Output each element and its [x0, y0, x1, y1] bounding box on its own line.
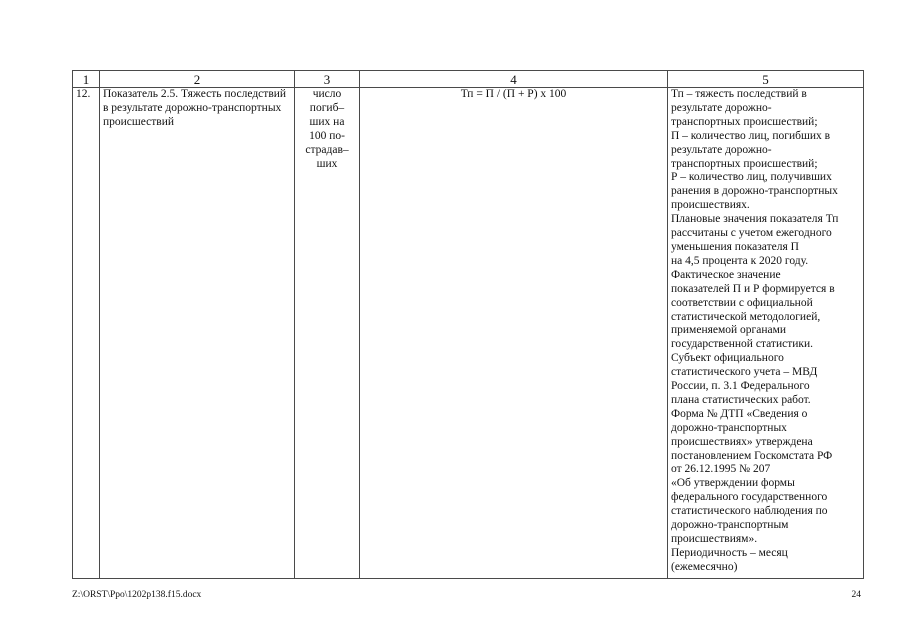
description-line: соответствии с официальной [671, 296, 813, 309]
unit-line: погиб– [309, 101, 345, 114]
description-line: Субъект официального [671, 352, 784, 365]
unit-line: ших на [309, 115, 345, 128]
description-cell [668, 88, 864, 579]
description-line: статистического учета – МВД [671, 366, 818, 379]
description-line: Тп – тяжесть последствий в [671, 88, 807, 100]
description-line: транспортных происшествий; [671, 115, 818, 128]
description-line: плана статистических работ. [671, 393, 811, 406]
column-header-5: 5 [668, 71, 864, 88]
description-line: государственной статистики. [671, 338, 813, 351]
unit-line: страдав– [305, 143, 349, 156]
column-header-1: 1 [73, 71, 100, 88]
description-line: Плановые значения показателя Тп [671, 213, 839, 226]
unit-line: число [312, 88, 342, 100]
footer-file-path: Z:\ORST\Ppo\1202p138.f15.docx [72, 590, 202, 600]
description-line: постановлением Госкомстата РФ [671, 449, 833, 462]
description-line: России, п. 3.1 Федерального [671, 380, 810, 393]
column-header-3: 3 [295, 71, 360, 88]
description-line: результате дорожно- [671, 101, 772, 114]
column-header-4: 4 [360, 71, 668, 88]
description-line: применяемой органами [671, 324, 787, 337]
description-line: федерального государственного [671, 491, 828, 504]
formula: Тп = П / (П + Р) х 100 [460, 88, 567, 100]
description-line: статистического наблюдения по [671, 505, 828, 518]
row-number: 12. [73, 88, 100, 579]
formula-cell [360, 88, 668, 579]
description-line: Р – количество лиц, получивших [671, 171, 832, 184]
description-line: дорожно-транспортным [671, 519, 789, 532]
indicator-name-cell [100, 88, 295, 579]
unit-cell [295, 88, 360, 579]
description-line: транспортных происшествий; [671, 157, 818, 170]
description-line: происшествиях. [671, 199, 750, 212]
page-number: 24 [851, 590, 861, 600]
description-line: Форма № ДТП «Сведения о [671, 407, 808, 420]
description-line: «Об утверждении формы [671, 477, 795, 490]
indicator-name: Показатель 2.5. Тяжесть последствий в результате дорожно-транспортных происшествий [103, 88, 287, 128]
unit-line: ших [316, 157, 338, 170]
table-row [73, 88, 864, 579]
description-line: происшествиях» утверждена [671, 435, 813, 448]
description-line: на 4,5 процента к 2020 году. [671, 254, 809, 267]
table-header-row [73, 71, 864, 88]
unit-line: 100 по- [309, 129, 345, 142]
description-line: от 26.12.1995 № 207 [671, 463, 771, 476]
description-line: П – количество лиц, погибших в [671, 129, 831, 142]
description-line: рассчитаны с учетом ежегодного [671, 227, 832, 240]
description-line: происшествиям». [671, 533, 758, 545]
description-line: показателей П и Р формируется в [671, 282, 835, 295]
description-line: ранения в дорожно-транспортных [671, 185, 838, 198]
indicator-table [72, 70, 864, 579]
description-line: Периодичность – месяц [671, 546, 788, 559]
description-line: статистической методологией, [671, 310, 821, 323]
description-line: дорожно-транспортных [671, 421, 787, 434]
column-header-2: 2 [100, 71, 295, 88]
description-line: результате дорожно- [671, 143, 772, 156]
description-line: уменьшения показателя П [671, 240, 799, 253]
description-line: (ежемесячно) [671, 560, 738, 573]
description-line: Фактическое значение [671, 268, 781, 281]
